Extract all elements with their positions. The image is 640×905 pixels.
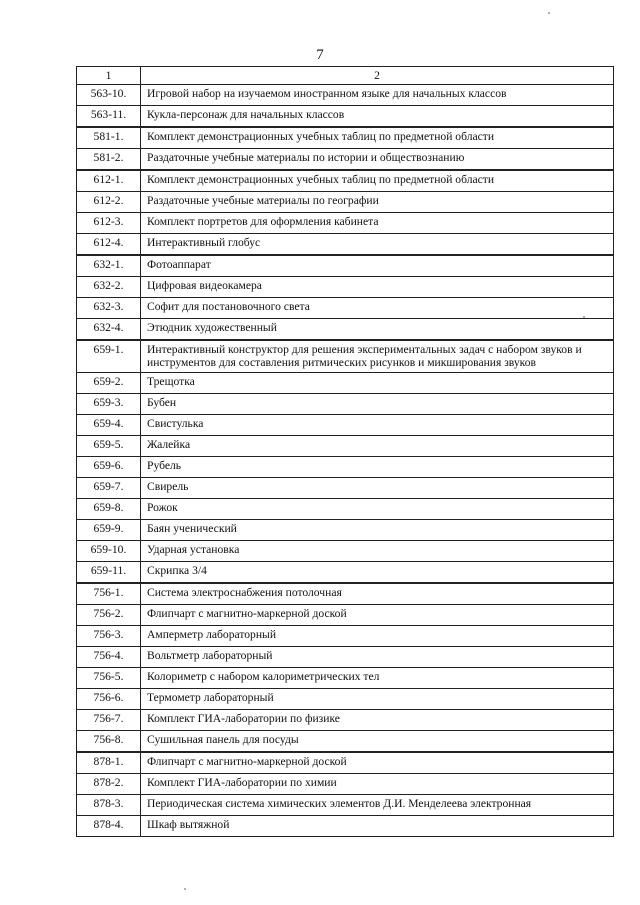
scan-speck	[184, 888, 186, 890]
row-name: Амперметр лабораторный	[141, 626, 614, 647]
table-header-row	[77, 67, 614, 85]
row-name: Интерактивный глобус	[141, 234, 614, 256]
table-row	[77, 774, 614, 795]
table-row	[77, 583, 614, 605]
row-code: 756-1.	[77, 583, 141, 605]
row-code: 632-2.	[77, 277, 141, 298]
row-name: Комплект портретов для оформления кабинета	[141, 213, 614, 234]
row-code: 581-1.	[77, 127, 141, 149]
row-name: Бубен	[141, 394, 614, 415]
table-row	[77, 436, 614, 457]
row-name: Раздаточные учебные материалы по географии	[141, 192, 614, 213]
row-code: 659-2.	[77, 373, 141, 394]
row-code: 659-5.	[77, 436, 141, 457]
table-row	[77, 647, 614, 668]
row-name: Рубель	[141, 457, 614, 478]
row-name: Жалейка	[141, 436, 614, 457]
table-row	[77, 149, 614, 171]
table-row	[77, 85, 614, 106]
row-name: Сушильная панель для посуды	[141, 731, 614, 753]
scan-speck	[583, 316, 585, 318]
row-code: 659-9.	[77, 520, 141, 541]
table-row	[77, 213, 614, 234]
table-row	[77, 415, 614, 436]
table-row	[77, 478, 614, 499]
row-code: 659-6.	[77, 457, 141, 478]
row-code: 756-4.	[77, 647, 141, 668]
row-name: Свистулька	[141, 415, 614, 436]
row-code: 659-4.	[77, 415, 141, 436]
row-code: 659-8.	[77, 499, 141, 520]
row-name: Раздаточные учебные материалы по истории и обществознанию	[141, 149, 614, 171]
row-code: 612-2.	[77, 192, 141, 213]
page-number: 7	[316, 47, 324, 63]
row-name: Ударная установка	[141, 541, 614, 562]
row-code: 612-1.	[77, 170, 141, 192]
row-name: Комплект ГИА-лаборатории по химии	[141, 774, 614, 795]
table-row	[77, 192, 614, 213]
table-row	[77, 668, 614, 689]
row-code: 659-3.	[77, 394, 141, 415]
equipment-table	[76, 66, 614, 837]
row-code: 581-2.	[77, 149, 141, 171]
row-name: Интерактивный конструктор для решения экспериментальных задач с набором звуков и инструментов для составления ритмических рисунков и микширования звуков	[141, 340, 614, 373]
row-name: Баян ученический	[141, 520, 614, 541]
row-name: Комплект демонстрационных учебных таблиц по предметной области	[141, 170, 614, 192]
table-row	[77, 234, 614, 256]
row-code: 756-6.	[77, 689, 141, 710]
column-header-name: 2	[141, 67, 614, 85]
table-row	[77, 626, 614, 647]
row-name: Шкаф вытяжной	[141, 816, 614, 837]
table-row	[77, 170, 614, 192]
row-code: 563-11.	[77, 106, 141, 128]
row-name: Игровой набор на изучаемом иностранном языке для начальных классов	[141, 85, 614, 106]
row-name: Колориметр с набором калориметрических тел	[141, 668, 614, 689]
row-code: 632-1.	[77, 255, 141, 277]
row-name: Кукла-персонаж для начальных классов	[141, 106, 614, 128]
table-row	[77, 106, 614, 128]
row-code: 756-3.	[77, 626, 141, 647]
table-row	[77, 255, 614, 277]
row-name: Вольтметр лабораторный	[141, 647, 614, 668]
row-name: Комплект демонстрационных учебных таблиц по предметной области	[141, 127, 614, 149]
row-name: Этюдник художественный	[141, 319, 614, 341]
row-code: 878-1.	[77, 752, 141, 774]
row-code: 612-3.	[77, 213, 141, 234]
row-code: 756-8.	[77, 731, 141, 753]
table-row	[77, 340, 614, 373]
row-name: Фотоаппарат	[141, 255, 614, 277]
table-row	[77, 127, 614, 149]
row-code: 659-10.	[77, 541, 141, 562]
row-code: 632-4.	[77, 319, 141, 341]
row-code: 878-2.	[77, 774, 141, 795]
row-code: 659-11.	[77, 562, 141, 584]
table-row	[77, 562, 614, 584]
row-name: Софит для постановочного света	[141, 298, 614, 319]
column-header-code: 1	[77, 67, 141, 85]
row-name: Скрипка 3/4	[141, 562, 614, 584]
table-row	[77, 394, 614, 415]
row-code: 632-3.	[77, 298, 141, 319]
row-code: 563-10.	[77, 85, 141, 106]
row-name: Флипчарт с магнитно-маркерной доской	[141, 752, 614, 774]
table-row	[77, 298, 614, 319]
table-row	[77, 319, 614, 341]
table-row	[77, 752, 614, 774]
row-code: 878-3.	[77, 795, 141, 816]
table-row	[77, 689, 614, 710]
scan-speck	[548, 12, 550, 14]
row-code: 612-4.	[77, 234, 141, 256]
row-code: 756-2.	[77, 605, 141, 626]
row-name: Цифровая видеокамера	[141, 277, 614, 298]
row-name: Периодическая система химических элементов Д.И. Менделеева электронная	[141, 795, 614, 816]
table-row	[77, 520, 614, 541]
row-code: 756-5.	[77, 668, 141, 689]
table-row	[77, 499, 614, 520]
table-row	[77, 541, 614, 562]
row-code: 659-7.	[77, 478, 141, 499]
table-row	[77, 605, 614, 626]
row-code: 756-7.	[77, 710, 141, 731]
row-name: Флипчарт с магнитно-маркерной доской	[141, 605, 614, 626]
table-row	[77, 731, 614, 753]
row-name: Термометр лабораторный	[141, 689, 614, 710]
table-row	[77, 373, 614, 394]
table-row	[77, 710, 614, 731]
table-row	[77, 457, 614, 478]
row-name: Свирель	[141, 478, 614, 499]
row-code: 659-1.	[77, 340, 141, 373]
row-name: Рожок	[141, 499, 614, 520]
row-name: Комплект ГИА-лаборатории по физике	[141, 710, 614, 731]
table-row	[77, 277, 614, 298]
table-row	[77, 795, 614, 816]
row-name: Система электроснабжения потолочная	[141, 583, 614, 605]
row-code: 878-4.	[77, 816, 141, 837]
row-name: Трещотка	[141, 373, 614, 394]
table-row	[77, 816, 614, 837]
